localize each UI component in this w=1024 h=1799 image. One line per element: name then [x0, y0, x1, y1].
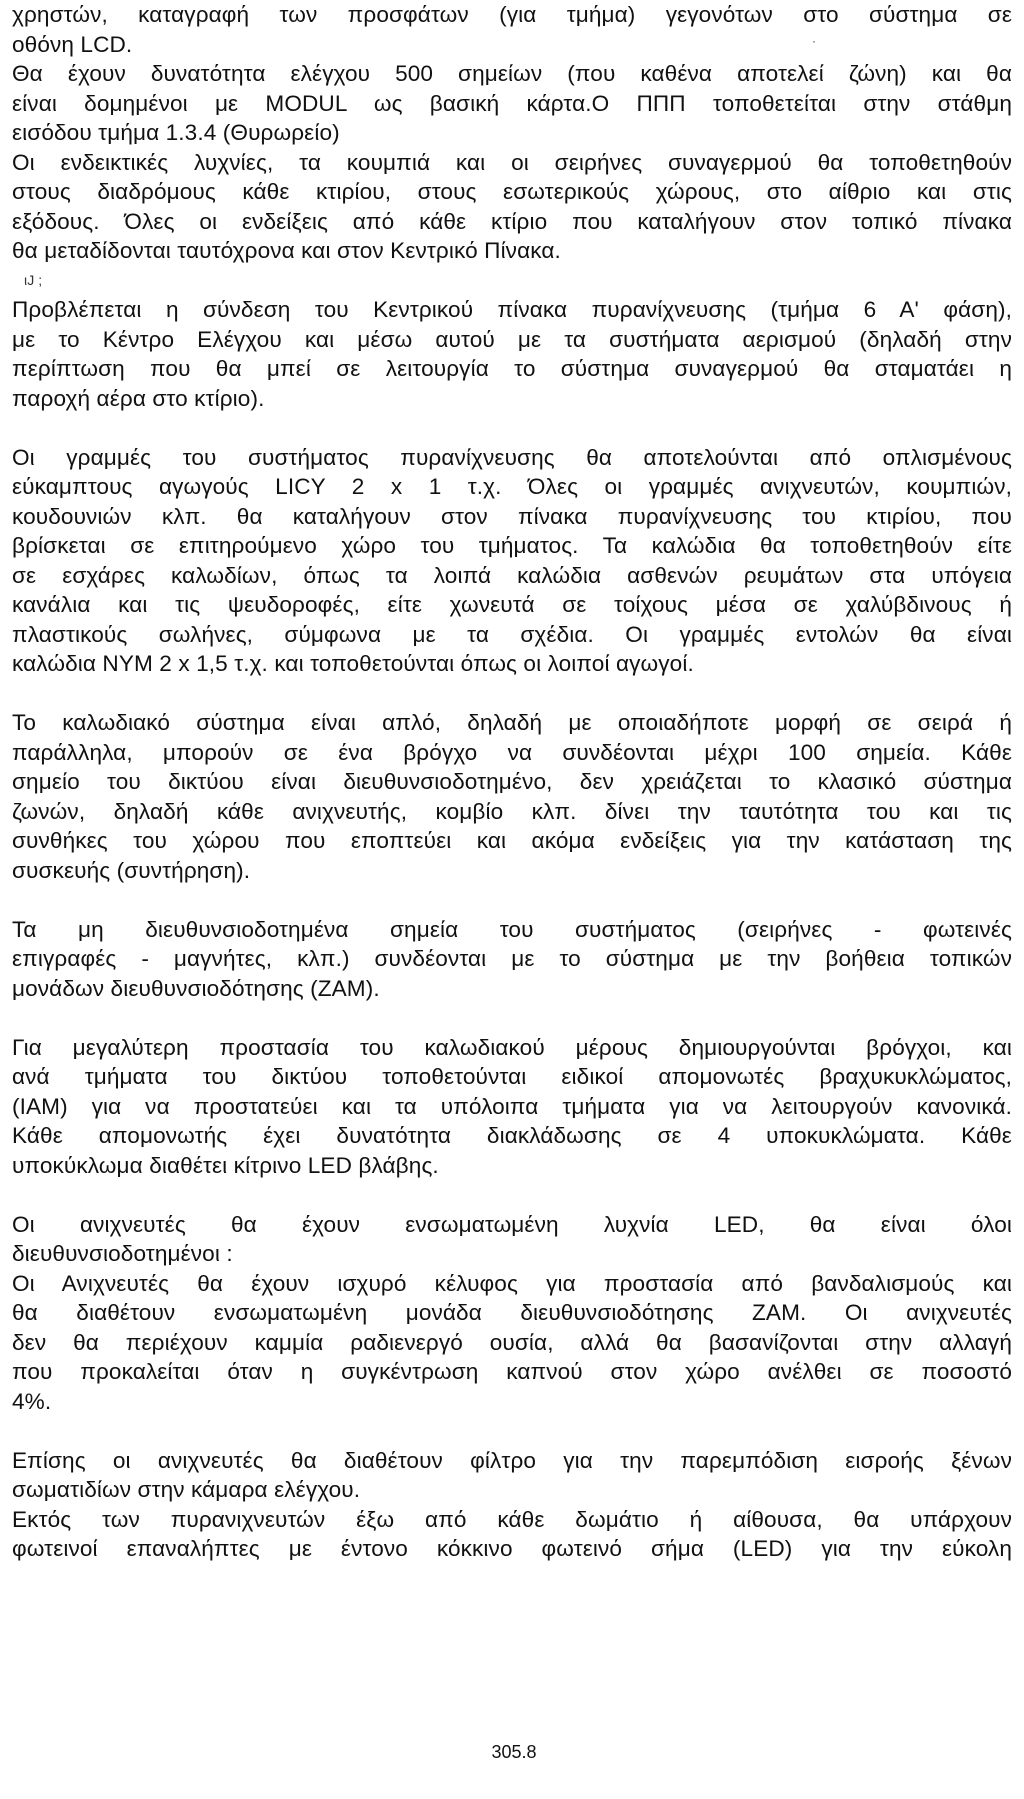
- text-line: ανά τμήματα του δικτύου τοποθετούνται ειδικοί απομονωτές βραχυκυκλώματος,: [12, 1064, 1012, 1089]
- text-line: Οι Ανιχνευτές θα έχουν ισχυρό κέλυφος για προστασία από βανδαλισμούς και: [12, 1270, 1012, 1296]
- text-line: Οι ανιχνευτές θα έχουν ενσωματωμένη λυχνία LED, θα είναι όλοι: [12, 1211, 1012, 1237]
- text-line: Επίσης οι ανιχνευτές θα διαθέτουν φίλτρο για την παρεμπόδιση εισροής ξένων: [12, 1447, 1012, 1473]
- text-line: Το καλωδιακό σύστημα είναι απλό, δηλαδή με οποιαδήποτε μορφή σε σειρά ή: [12, 710, 1012, 735]
- paragraph-1: [12, 0, 1016, 266]
- text-line: διευθυνσιοδοτημένοι :: [12, 1241, 233, 1266]
- text-line: είναι δομημένοι με MODUL ως βασική κάρτα.Ο ΠΠΠ τοποθετείται στην στάθμη: [12, 90, 1012, 116]
- text-line: Κάθε απομονωτής έχει δυνατότητα διακλάδωσης σε 4 υποκυκλώματα. Κάθε: [12, 1123, 1012, 1148]
- paragraph-gap: [12, 413, 1016, 443]
- paragraph-8: [12, 1446, 1016, 1564]
- paragraph-4: [12, 708, 1016, 885]
- text-line: Οι γραμμές του συστήματος πυρανίχνευσης θα αποτελούνται από οπλισμένους: [12, 444, 1012, 470]
- text-line: συσκευής (συντήρηση).: [12, 857, 251, 883]
- text-line: εισόδου τμήμα 1.3.4 (Θυρωρείο): [12, 120, 340, 145]
- text-line: Οι ενδεικτικές λυχνίες, τα κουμπιά και οι σειρήνες συναγερμού θα τοποθετηθούν: [12, 149, 1012, 175]
- text-line: καλώδια ΝΥΜ 2 x 1,5 τ.χ. και τοποθετούνται όπως οι λοιποί αγωγοί.: [12, 651, 694, 676]
- text-line: δεν θα περιέχουν καμμία ραδιενεργό ουσία, αλλά θα βασανίζονται στην αλλαγή: [12, 1329, 1012, 1355]
- text-line: πλαστικούς σωλήνες, σύμφωνα με τα σχέδια. Οι γραμμές εντολών θα είναι: [12, 621, 1012, 647]
- text-line: στους διαδρόμους κάθε κτιρίου, στους εσωτερικούς χώρους, στο αίθριο και στις: [12, 179, 1012, 204]
- paragraph-gap: [12, 885, 1016, 915]
- paragraph-gap: [12, 1180, 1016, 1210]
- text-line: που προκαλείται όταν η συγκέντρωση καπνού στον χώρο ανέλθει σε ποσοστό: [12, 1359, 1012, 1384]
- text-line: εύκαμπτους αγωγούς LICY 2 x 1 τ.χ. Όλες οι γραμμές ανιχνευτών, κουμπιών,: [12, 474, 1012, 499]
- text-line: θα διαθέτουν ενσωματωμένη μονάδα διευθυνσιοδότησης ΖΑΜ. Οι ανιχνευτές: [12, 1300, 1012, 1325]
- text-line: σε εσχάρες καλωδίων, όπως τα λοιπά καλώδια ασθενών ρευμάτων στα υπόγεια: [12, 562, 1012, 588]
- text-line: Εκτός των πυρανιχνευτών έξω από κάθε δωμάτιο ή αίθουσα, θα υπάρχουν: [12, 1506, 1012, 1532]
- scan-artifact-mark: ιJ ;: [24, 271, 43, 288]
- text-line: Προβλέπεται η σύνδεση του Κεντρικού πίνακα πυρανίχνευσης (τμήμα 6 Α' φάση),: [12, 297, 1012, 322]
- text-line: (ΙΑΜ) για να προστατεύει και τα υπόλοιπα τμήματα για να λειτουργούν κανονικά.: [12, 1093, 1012, 1119]
- text-line: κουδουνιών κλπ. θα καταλήγουν στον πίνακα πυρανίχνευσης του κτιρίου, που: [12, 503, 1012, 529]
- text-line: βρίσκεται σε επιτηρούμενο χώρο του τμήματος. Τα καλώδια θα τοποθετηθούν είτε: [12, 533, 1012, 558]
- text-line: 4%.: [12, 1388, 52, 1414]
- paragraph-gap: [12, 679, 1016, 709]
- document-body: [12, 0, 1016, 1564]
- text-line: παράλληλα, μπορούν σε ένα βρόγχο να συνδέονται μέχρι 100 σημεία. Κάθε: [12, 739, 1012, 765]
- text-line: υποκύκλωμα διαθέτει κίτρινο LED βλάβης.: [12, 1152, 439, 1178]
- text-line: με το Κέντρο Ελέγχου και μέσω αυτού με τα συστήματα αερισμού (δηλαδή στην: [12, 326, 1012, 352]
- paragraph-gap: [12, 1003, 1016, 1033]
- text-line: οθόνη LCD.: [12, 31, 133, 57]
- text-line: παροχή αέρα στο κτίριο).: [12, 385, 265, 411]
- paragraph-5: [12, 915, 1016, 1004]
- text-line: περίπτωση που θα μπεί σε λειτουργία το σύστημα συναγερμού θα σταματάει η: [12, 356, 1012, 381]
- paragraph-7: [12, 1210, 1016, 1417]
- paragraph-gap: [12, 1416, 1016, 1446]
- text-line: σημείο του δικτύου είναι διευθυνσιοδοτημένο, δεν χρειάζεται το κλασικό σύστημα: [12, 769, 1012, 794]
- text-line: σωματιδίων στην κάμαρα ελέγχου.: [12, 1477, 361, 1502]
- text-line: μονάδων διευθυνσιοδότησης (ΖΑΜ).: [12, 975, 380, 1001]
- page-number: 305.8: [491, 1742, 537, 1762]
- text-line: Θα έχουν δυνατότητα ελέγχου 500 σημείων (που καθένα αποτελεί ζώνη) και θα: [12, 61, 1012, 86]
- text-line: ζωνών, δηλαδή κάθε ανιχνευτής, κομβίο κλπ. δίνει την ταυτότητα του και τις: [12, 798, 1012, 824]
- text-line: θα μεταδίδονται ταυτόχρονα και στον Κεντρικό Πίνακα.: [12, 238, 561, 263]
- paragraph-2: [12, 295, 1016, 413]
- text-line: φωτεινοί επαναλήπτες με έντονο κόκκινο φωτεινό σήμα (LED) για την εύκολη: [12, 1536, 1012, 1561]
- text-line: Για μεγαλύτερη προστασία του καλωδιακού μέρους δημιουργούνται βρόγχοι, και: [12, 1034, 1012, 1060]
- text-line: συνθήκες του χώρου που εποπτεύει και ακόμα ενδείξεις για την κατάσταση της: [12, 828, 1012, 853]
- text-line: χρηστών, καταγραφή των προσφάτων (για τμήμα) γεγονότων στο σύστημα σε: [12, 2, 1012, 27]
- text-line: κανάλια και τις ψευδοροφές, είτε χωνευτά σε τοίχους μέσα σε χαλύβδινους ή: [12, 592, 1012, 617]
- document-page: [12, 0, 1016, 1799]
- paragraph-6: [12, 1033, 1016, 1181]
- paragraph-3: [12, 443, 1016, 679]
- text-line: εξόδους. Όλες οι ενδείξεις από κάθε κτίριο που καταλήγουν στον τοπικό πίνακα: [12, 208, 1012, 234]
- scan-dot-mark: ·: [812, 34, 816, 48]
- text-line: Τα μη διευθυνσιοδοτημένα σημεία του συστήματος (σειρήνες - φωτεινές: [12, 916, 1012, 942]
- text-line: επιγραφές - μαγνήτες, κλπ.) συνδέονται με το σύστημα με την βοήθεια τοπικών: [12, 946, 1012, 971]
